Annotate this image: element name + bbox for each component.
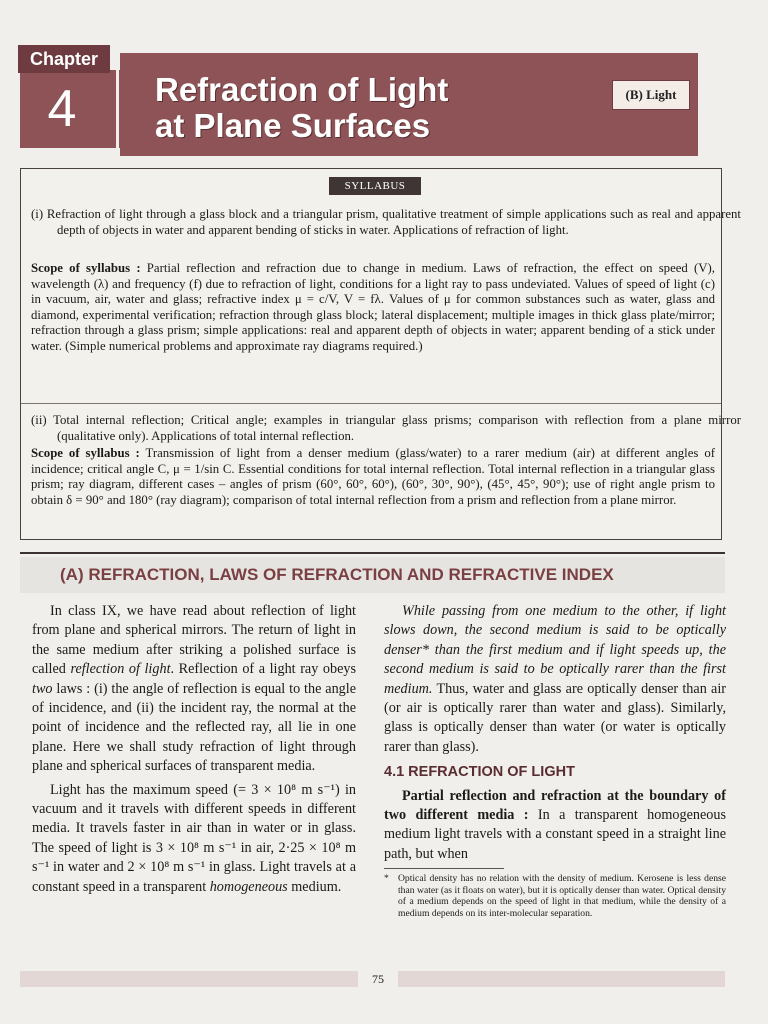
text-emphasis: homogeneous <box>209 878 288 895</box>
syllabus-item-1: (i) Refraction of light through a glass block and a triangular prism, qualitative treatment of simple applications such as real and apparent depth of objects in water and apparent bending of sticks in water. Applications of refraction of light. <box>31 207 741 237</box>
syllabus-separator <box>21 403 721 404</box>
syllabus-item-2: (ii) Total internal reflection; Critical angle; examples in triangular glass prisms; comparison with reflection from a plane mirror (qualitative only). Applications of total internal reflection. <box>31 413 741 443</box>
text-emphasis: two <box>32 680 53 697</box>
text-run: In a transparent homogeneous medium light travels with a constant speed in a straight line path, but when <box>384 807 726 862</box>
footnote-rule <box>384 868 504 869</box>
chapter-number: 4 <box>47 80 77 138</box>
page-number: 75 <box>358 970 398 988</box>
scope-text: Transmission of light from a denser medium (glass/water) to a rarer medium (air) at different angles of incidence; critical angle C, μ = 1/sin C. Essential conditions for total internal reflection. Total internal reflection in a triangular glass prism; ray diagram, different cases – angles of prism (60°, 60°, 60°), (60°, 30°, 90°), (45°, 45°, 90°); use of right angle prism to obtain δ = 90° and 180° (ray diagram); comparison of total internal reflection from a prism and reflection from a plane mirror. <box>31 446 715 507</box>
section-rule <box>20 552 725 554</box>
section-heading: (A) REFRACTION, LAWS OF REFRACTION AND REFRACTIVE INDEX <box>20 557 725 593</box>
chapter-title-line2: at Plane Surfaces <box>155 107 431 144</box>
text-emphasis: While passing from one medium to the other, if light slows down, the second medium is said to be optically denser* than the first medium and if light speeds up, the second medium is said to be optically rarer than the first medium. <box>384 603 726 697</box>
text-bold: Partial reflection and refraction at the boundary of two different media : <box>384 787 726 824</box>
syllabus-scope-2 <box>31 446 715 508</box>
paragraph <box>32 602 356 777</box>
scope-text: Partial reflection and refraction due to change in medium. Laws of refraction, the effect on speed (V), wavelength (λ) and frequency (f) due to refraction of light, conditions for a light ray to pass undeviated. Values of speed of light (c) in vacuum, air, water and glass; refractive index μ = c/V, V = fλ. Values of μ for common substances such as water, glass and diamond, experimental verification; refraction through glass block; lateral displacement; multiple images in thick glass plate/mirror; refraction through a glass prism; simple applications: real and apparent depth of objects in water; apparent bending of a stick under water. (Simple numerical problems and approximate ray diagrams required.) <box>31 261 715 353</box>
paragraph <box>32 781 356 897</box>
syllabus-box <box>20 168 741 540</box>
chapter-title <box>155 72 595 144</box>
text-run: Thus, water and glass are optically denser than air (or air is optically rarer than water and glass). Similarly, glass is optically denser than water (or water is optically rarer than glass). <box>384 680 726 755</box>
chapter-title-line1: Refraction of Light <box>155 71 449 108</box>
text-run: laws : (i) the angle of reflection is equal to the angle of incidence, and (ii) the incident ray, the normal at the point of incidence and the reflected ray, all lie in one plane. Here we shall study refraction of light through plane and spherical surfaces of transparent media. <box>32 680 356 775</box>
header-divider <box>116 52 119 152</box>
right-column <box>384 602 726 920</box>
syllabus-scope-1 <box>31 261 715 355</box>
text-run: Light has the maximum speed (= 3 × 10⁸ m s⁻¹) in vacuum and it travels with different speeds in different media. It travels faster in air than in water or in glass. The speed of light is 3 × 10⁸ m s⁻¹ in air, 2·25 × 10⁸ m s⁻¹ in water and 2 × 10⁸ m s⁻¹ in glass. Light travels at a constant speed in a transparent <box>32 781 356 895</box>
chapter-label: Chapter <box>18 45 110 73</box>
left-column <box>32 602 356 897</box>
text-run: In class IX, we have read about reflection of light from plane and spherical mirrors. The return of light in the same medium after striking a polished surface is called <box>32 603 356 678</box>
paragraph <box>384 602 726 757</box>
text-run: medium. <box>287 878 342 895</box>
paragraph <box>384 787 726 865</box>
footnote <box>384 873 726 919</box>
footnote-text: Optical density has no relation with the density of medium. Kerosene is less dense than water (as it floats on water), but it is optically denser than water. Optical density of a medium depends on the speed of light in that medium, while the density of a medium depends on its inter-molecular separation. <box>398 873 726 920</box>
part-tag: (B) Light <box>612 80 690 110</box>
subsection-heading: 4.1 REFRACTION OF LIGHT <box>384 764 575 781</box>
text-emphasis: reflection of light <box>70 661 171 678</box>
scope-label: Scope of syllabus : <box>31 261 141 275</box>
text-run: . Reflection of a light ray obeys <box>170 661 356 678</box>
syllabus-tag: SYLLABUS <box>329 177 421 195</box>
scope-label: Scope of syllabus : <box>31 446 140 460</box>
footnote-marker: * <box>384 873 389 885</box>
